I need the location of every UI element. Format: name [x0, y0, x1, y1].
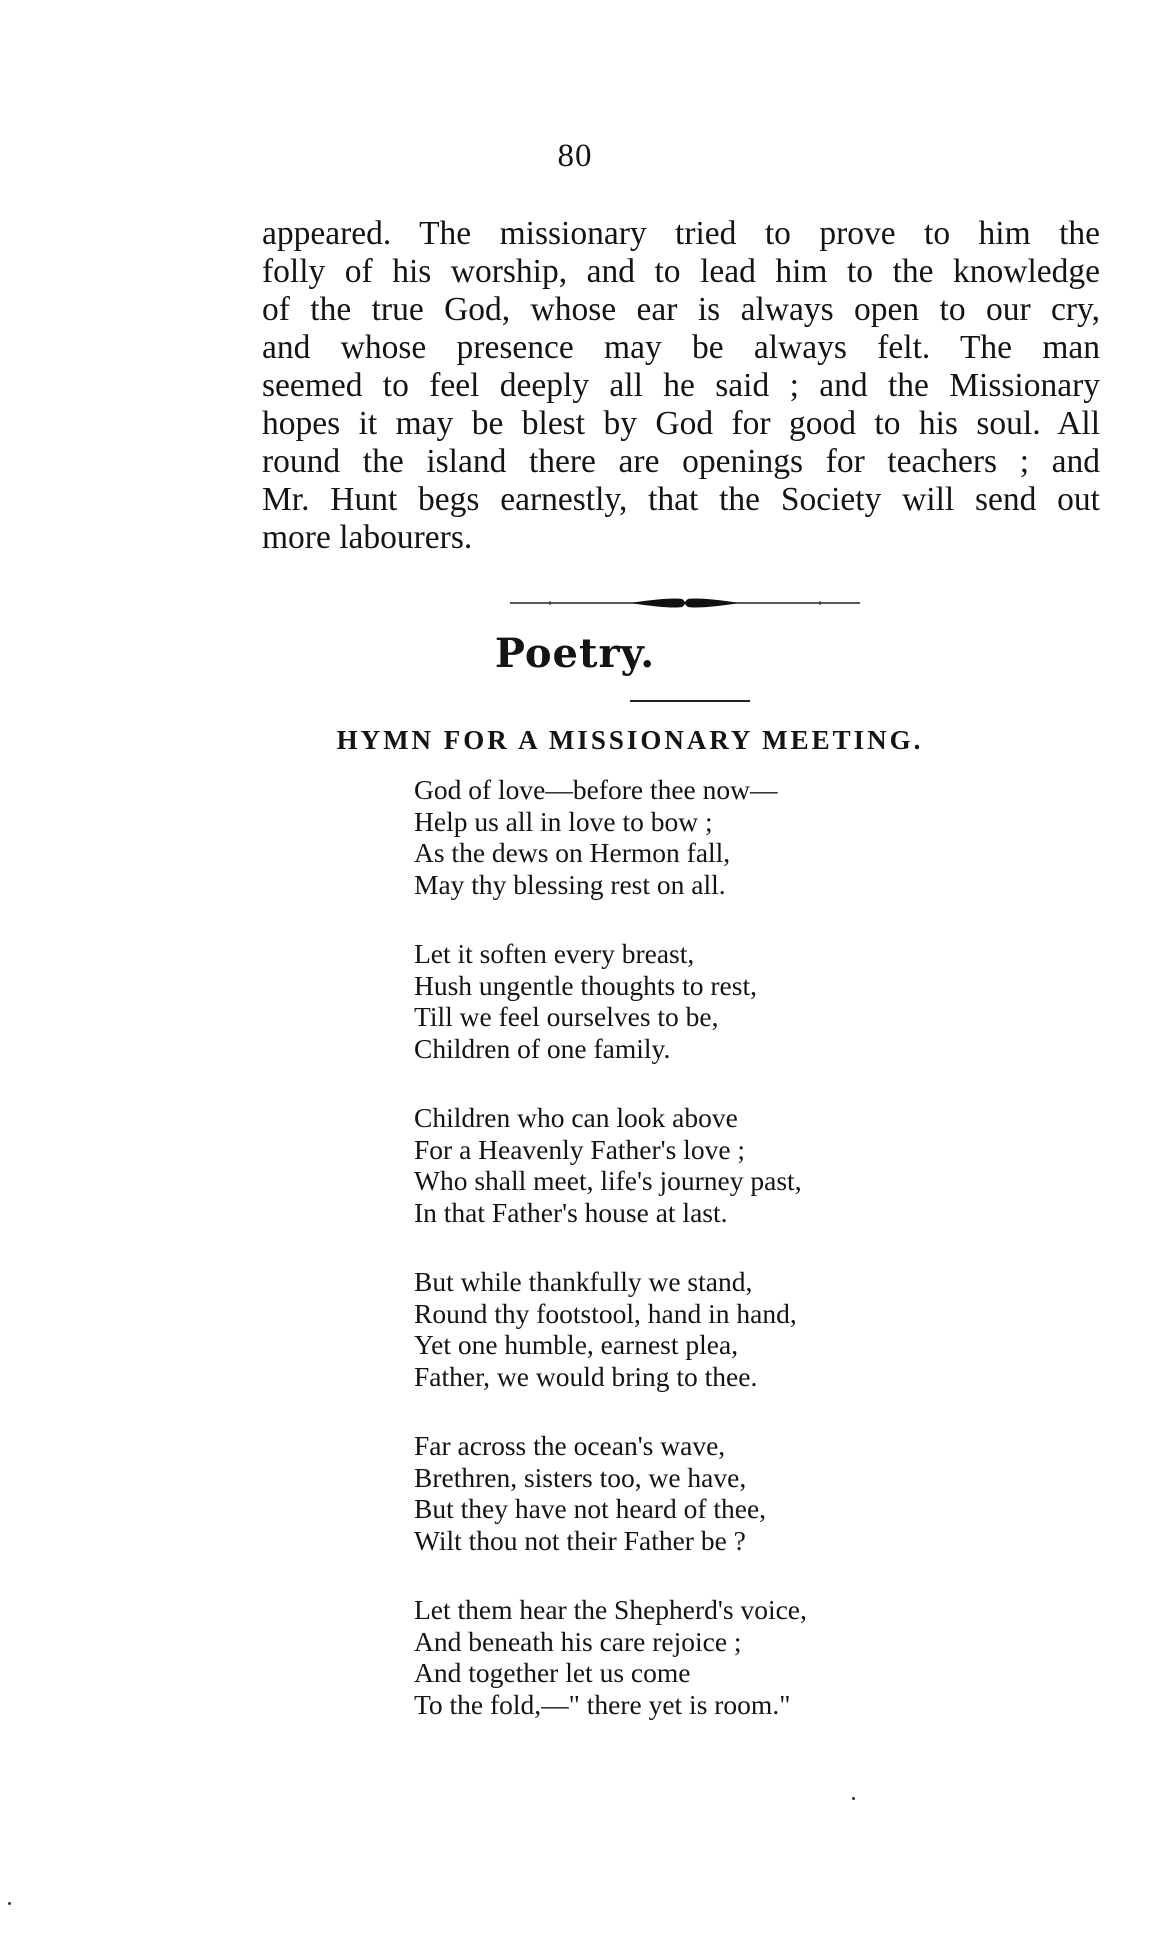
- prose-paragraph: [262, 215, 1100, 557]
- prose-line: hopes it may be blest by God for good to his soul. All: [262, 405, 1100, 442]
- verse-line: Who shall meet, life's journey past,: [414, 1165, 802, 1196]
- prose-line: folly of his worship, and to lead him to the knowledge: [262, 253, 1100, 290]
- hymn-title: HYMN FOR A MISSIONARY MEETING.: [336, 725, 924, 755]
- verse-line: For a Heavenly Father's love ;: [414, 1133, 746, 1165]
- verse-line: Wilt thou not their Father be ?: [414, 1524, 746, 1556]
- verse-line: Far across the ocean's wave,: [414, 1430, 726, 1461]
- verse-line: Children who can look above: [414, 1102, 738, 1133]
- verse-line: Let them hear the Shepherd's voice,: [414, 1594, 807, 1625]
- stanza: [414, 1430, 974, 1556]
- prose-line: seemed to feel deeply all he said ; and the Missionary: [262, 367, 1100, 404]
- verse-line: And beneath his care rejoice ;: [414, 1625, 742, 1657]
- prose-line: appeared. The missionary tried to prove to him the: [262, 215, 1100, 252]
- page-number: 80: [557, 138, 593, 174]
- prose-line: more labourers.: [262, 519, 473, 556]
- prose-line: and whose presence may be always felt. The man: [262, 329, 1100, 366]
- verse-line: Hush ungentle thoughts to rest,: [414, 969, 757, 1001]
- section-divider-ornament: [510, 596, 860, 610]
- verse-line: Let it soften every breast,: [414, 938, 695, 969]
- stanza: [414, 1102, 974, 1228]
- stanza: [414, 1266, 974, 1392]
- verse-line: But while thankfully we stand,: [414, 1266, 753, 1297]
- hymn-poem: [414, 774, 974, 1758]
- verse-line: Brethren, sisters too, we have,: [414, 1461, 747, 1493]
- verse-line: As the dews on Hermon fall,: [414, 837, 731, 868]
- verse-line: To the fold,—" there yet is room.": [414, 1688, 791, 1720]
- prose-line: Mr. Hunt begs earnestly, that the Society will send out: [262, 481, 1100, 518]
- verse-line: In that Father's house at last.: [414, 1196, 728, 1228]
- verse-line: May thy blessing rest on all.: [414, 868, 726, 900]
- verse-line: God of love—before thee now—: [414, 774, 778, 805]
- verse-line: Till we feel ourselves to be,: [414, 1001, 719, 1032]
- prose-line: round the island there are openings for teachers ; and: [262, 443, 1100, 480]
- verse-line: Round thy footstool, hand in hand,: [414, 1297, 797, 1329]
- verse-line: But they have not heard of thee,: [414, 1493, 767, 1524]
- print-speck: [8, 1902, 11, 1905]
- stanza: [414, 938, 974, 1064]
- verse-line: Help us all in love to bow ;: [414, 805, 713, 837]
- verse-line: Father, we would bring to thee.: [414, 1360, 758, 1392]
- title-rule: [630, 700, 750, 702]
- verse-line: And together let us come: [414, 1657, 691, 1688]
- stanza: [414, 774, 974, 900]
- print-speck: [852, 1797, 855, 1800]
- prose-line: of the true God, whose ear is always open to our cry,: [262, 291, 1100, 328]
- stanza: [414, 1594, 974, 1720]
- section-title: Poetry.: [494, 630, 656, 677]
- verse-line: Children of one family.: [414, 1032, 671, 1064]
- verse-line: Yet one humble, earnest plea,: [414, 1329, 739, 1360]
